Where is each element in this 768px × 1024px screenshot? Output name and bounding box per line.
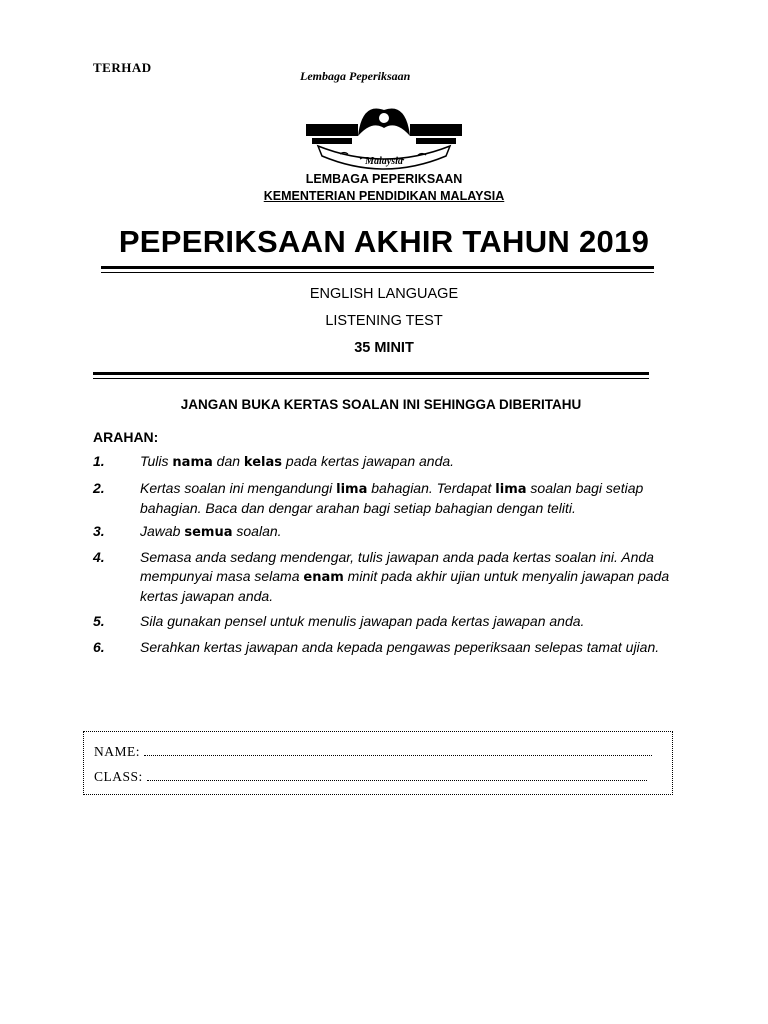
name-field[interactable] — [94, 744, 660, 760]
instructions-heading: ARAHAN: — [93, 429, 159, 445]
title-divider-thick — [101, 266, 654, 269]
class-field[interactable] — [94, 769, 660, 785]
section-divider-thick — [93, 372, 649, 375]
ministry-name: KEMENTERIAN PENDIDIKAN MALAYSIA — [263, 189, 505, 203]
instruction-number: 5. — [93, 613, 105, 629]
class-label: CLASS: — [94, 769, 143, 784]
instruction-text: Sila gunakan pensel untuk menulis jawapan pada kertas jawapan anda. — [140, 613, 585, 629]
instruction-text: Semasa anda sedang mendengar, tulis jawapan anda pada kertas soalan ini. Anda mempunyai masa selama enam minit pada akhir ujian untuk menyalin jawapan pada kertas jawapan anda. — [140, 549, 670, 604]
instruction-text: Jawab semua soalan. — [140, 523, 282, 540]
instruction-number: 1. — [93, 453, 105, 469]
exam-duration: 35 MINIT — [354, 340, 414, 356]
title-divider-thin — [101, 272, 654, 273]
name-label: NAME: — [94, 744, 140, 759]
instruction-text: Serahkan kertas jawapan anda kepada pengawas peperiksaan selepas tamat ujian. — [140, 639, 660, 655]
exam-paper: LISTENING TEST — [325, 313, 443, 329]
do-not-open-warning: JANGAN BUKA KERTAS SOALAN INI SEHINGGA DIBERITAHU — [180, 397, 582, 412]
instruction-number: 4. — [93, 549, 105, 565]
instruction-number: 2. — [93, 480, 105, 496]
logo-text-bottom: Malaysia — [365, 156, 403, 167]
instruction-number: 6. — [93, 639, 105, 655]
exam-title: PEPERIKSAAN AKHIR TAHUN 2019 — [118, 224, 650, 259]
instruction-text: Kertas soalan ini mengandungi lima bahagian. Terdapat lima soalan bagi setiap bahagian. Baca dan dengar arahan bagi setiap bahagian dengan teliti. — [140, 480, 644, 516]
name-line[interactable] — [144, 744, 652, 756]
classification-label: TERHAD — [93, 60, 152, 75]
student-details-box — [83, 731, 673, 795]
instruction-number: 3. — [93, 523, 105, 539]
organization-name: LEMBAGA PEPERIKSAAN — [305, 172, 463, 186]
lembaga-peperiksaan-logo — [300, 69, 468, 172]
svg-text:Lembaga Peperiksaan: Lembaga Peperiksaan — [300, 69, 411, 83]
exam-subject: ENGLISH LANGUAGE — [309, 286, 459, 302]
instruction-text: Tulis nama dan kelas pada kertas jawapan anda. — [140, 453, 455, 470]
section-divider-thin — [93, 378, 649, 379]
class-line[interactable] — [147, 769, 647, 781]
